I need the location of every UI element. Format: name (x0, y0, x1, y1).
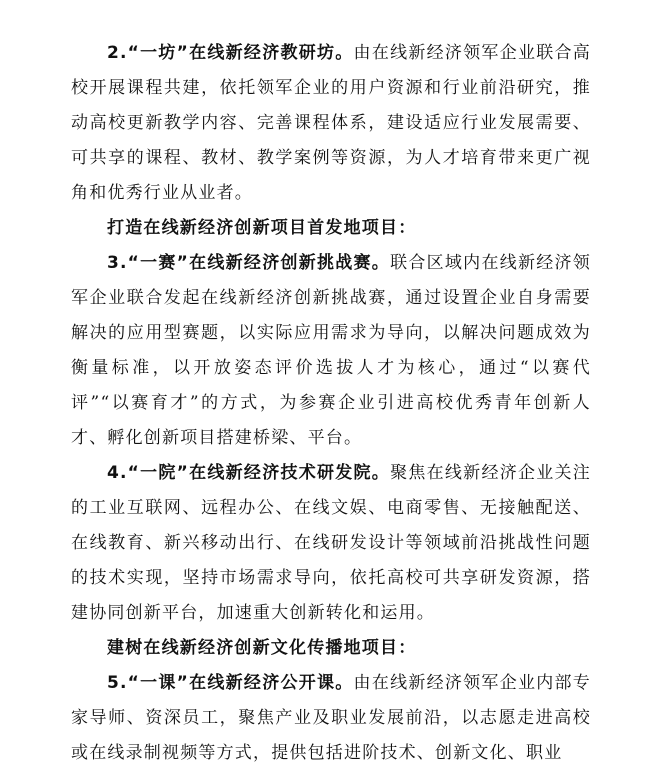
section-heading-first-launch: 打造在线新经济创新项目首发地项目： (107, 218, 417, 238)
paragraph-item-4 (71, 456, 591, 631)
section-heading-culture: 建树在线新经济创新文化传播地项目： (107, 638, 417, 658)
paragraph-body: 联合区域内在线新经济领军企业联合发起在线新经济创新挑战赛，通过设置企业自身需要解决的应用型赛题，以实际应用需求为导向，以解决问题成效为衡量标准，以开放姿态评价选拔人才为核心，通过“以赛代评”“以赛育才”的方式，为参赛企业引进高校优秀青年创新人才、孵化创新项目搭建桥梁、平台。 (71, 253, 591, 448)
paragraph-item-5 (71, 666, 591, 771)
paragraph-lead: 4.“一院”在线新经济技术研发院。 (107, 463, 391, 483)
paragraph-item-2 (71, 36, 591, 211)
paragraph-lead: 3.“一赛”在线新经济创新挑战赛。 (107, 253, 391, 273)
document-page (71, 36, 591, 771)
paragraph-item-3 (71, 246, 591, 456)
paragraph-lead: 2.“一坊”在线新经济教研坊。 (107, 43, 354, 63)
paragraph-body: 由在线新经济领军企业联合高校开展课程共建，依托领军企业的用户资源和行业前沿研究，推动高校更新教学内容、完善课程体系，建设适应行业发展需要、可共享的课程、教材、教学案例等资源，为人才培育带来更广视角和优秀行业从业者。 (71, 43, 591, 203)
paragraph-lead: 5.“一课”在线新经济公开课。 (107, 673, 354, 693)
paragraph-body: 由在线新经济领军企业内部专家导师、资深员工，聚焦产业及职业发展前沿，以志愿走进高校或在线录制视频等方式，提供包括进阶技术、创新文化、职业 (71, 673, 591, 763)
paragraph-body: 聚焦在线新经济企业关注的工业互联网、远程办公、在线文娱、电商零售、无接触配送、在线教育、新兴移动出行、在线研发设计等领域前沿挑战性问题的技术实现，坚持市场需求导向，依托高校可共享研发资源，搭建协同创新平台，加速重大创新转化和运用。 (71, 463, 591, 623)
